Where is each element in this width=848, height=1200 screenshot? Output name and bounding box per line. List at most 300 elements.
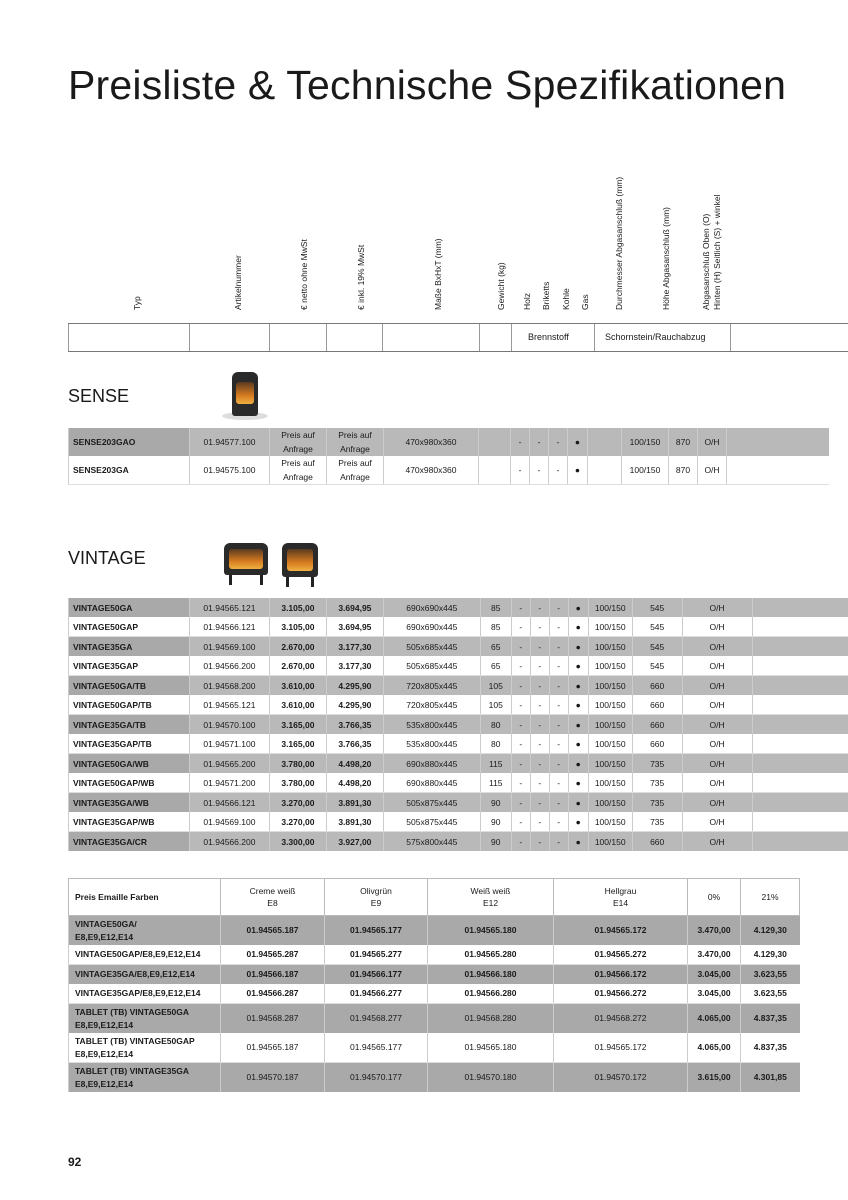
table-row bbox=[69, 676, 848, 696]
cell-abgas: O/H bbox=[682, 695, 752, 715]
cell-netto: 3.610,00 bbox=[269, 676, 326, 696]
table-row bbox=[69, 428, 829, 456]
cell-masse: 690x690x445 bbox=[383, 617, 480, 637]
cell-emaille-label: TABLET (TB) VINTAGE50GA E8,E9,E12,E14 bbox=[69, 1004, 221, 1034]
table-row bbox=[69, 1004, 800, 1034]
cell-price-21pct: 3.623,55 bbox=[741, 984, 800, 1004]
table-row bbox=[69, 637, 848, 657]
cell-hoehe: 660 bbox=[632, 715, 682, 735]
cell-inkl: 3.766,35 bbox=[326, 715, 383, 735]
cell-e12: 01.94566.280 bbox=[428, 984, 554, 1004]
cell-typ: VINTAGE35GAP/TB bbox=[69, 734, 190, 754]
cell-price-0pct: 4.065,00 bbox=[688, 1033, 741, 1063]
cell-price-0pct: 4.065,00 bbox=[688, 1004, 741, 1034]
col-header-abgas-line1: Abgasanschluß Oben (O) bbox=[701, 213, 711, 310]
cell-briketts: - bbox=[530, 734, 549, 754]
cell-holz: - bbox=[511, 676, 530, 696]
cell-empty bbox=[752, 754, 848, 774]
cell-briketts: - bbox=[530, 637, 549, 657]
cell-inkl: 3.694,95 bbox=[326, 617, 383, 637]
cell-e8: 01.94565.187 bbox=[221, 916, 325, 946]
cell-netto: 3.270,00 bbox=[269, 812, 326, 832]
cell-typ: VINTAGE50GAP bbox=[69, 617, 190, 637]
cell-empty bbox=[752, 715, 848, 735]
cell-kohle: - bbox=[549, 598, 568, 617]
cell-gas: ● bbox=[568, 832, 588, 852]
cell-gas: ● bbox=[568, 456, 588, 485]
cell-empty bbox=[588, 456, 622, 485]
cell-empty bbox=[752, 598, 848, 617]
cell-typ: VINTAGE50GA/TB bbox=[69, 676, 190, 696]
cell-price-0pct: 3.470,00 bbox=[688, 945, 741, 965]
cell-masse: 535x800x445 bbox=[383, 715, 480, 735]
cell-inkl: Preis auf Anfrage bbox=[327, 428, 384, 456]
cell-e9: 01.94570.177 bbox=[325, 1063, 428, 1093]
cell-e8: 01.94568.287 bbox=[221, 1004, 325, 1034]
cell-typ: VINTAGE50GA bbox=[69, 598, 190, 617]
cell-e8: 01.94570.187 bbox=[221, 1063, 325, 1093]
cell-gas: ● bbox=[568, 637, 588, 657]
cell-empty bbox=[752, 812, 848, 832]
page-title: Preisliste & Technische Spezifikationen bbox=[68, 62, 787, 108]
cell-typ: SENSE203GAO bbox=[69, 428, 190, 456]
cell-masse: 505x875x445 bbox=[383, 812, 480, 832]
cell-kohle: - bbox=[549, 832, 568, 852]
cell-e9: 01.94565.177 bbox=[325, 1033, 428, 1063]
cell-e14: 01.94566.172 bbox=[554, 965, 688, 985]
cell-masse: 575x800x445 bbox=[383, 832, 480, 852]
table-row bbox=[69, 1063, 800, 1093]
cell-gas: ● bbox=[568, 617, 588, 637]
cell-e9: 01.94568.277 bbox=[325, 1004, 428, 1034]
cell-e12: 01.94565.280 bbox=[428, 945, 554, 965]
cell-gas: ● bbox=[568, 773, 588, 793]
table-row bbox=[69, 754, 848, 774]
cell-kohle: - bbox=[549, 793, 568, 813]
cell-e9: 01.94565.277 bbox=[325, 945, 428, 965]
cell-price-0pct: 3.045,00 bbox=[688, 984, 741, 1004]
cell-abgas: O/H bbox=[682, 832, 752, 852]
cell-emaille-label: TABLET (TB) VINTAGE35GA E8,E9,E12,E14 bbox=[69, 1063, 221, 1093]
cell-e14: 01.94568.272 bbox=[554, 1004, 688, 1034]
col-header-typ: Typ bbox=[132, 296, 142, 310]
cell-hoehe: 870 bbox=[669, 456, 698, 485]
cell-holz: - bbox=[511, 832, 530, 852]
section-title-vintage: VINTAGE bbox=[68, 548, 146, 568]
cell-empty bbox=[727, 456, 829, 485]
cell-gewicht: 115 bbox=[480, 773, 511, 793]
cell-gewicht: 85 bbox=[480, 598, 511, 617]
emaille-table bbox=[68, 878, 800, 1092]
cell-briketts: - bbox=[530, 832, 549, 852]
cell-artikelnummer: 01.94571.200 bbox=[189, 773, 269, 793]
cell-empty bbox=[752, 695, 848, 715]
cell-gas: ● bbox=[568, 715, 588, 735]
table-row bbox=[69, 812, 848, 832]
cell-kohle: - bbox=[549, 715, 568, 735]
cell-inkl: 4.498,20 bbox=[326, 754, 383, 774]
cell-gewicht: 65 bbox=[480, 656, 511, 676]
emaille-header-e14: Hellgrau E14 bbox=[554, 879, 688, 916]
cell-gewicht bbox=[479, 428, 511, 456]
col-header-hoehe: Höhe Abgasanschluß (mm) bbox=[661, 207, 671, 310]
cell-price-0pct: 3.470,00 bbox=[688, 916, 741, 946]
cell-masse: 505x875x445 bbox=[383, 793, 480, 813]
emaille-header-0pct: 0% bbox=[688, 879, 741, 916]
cell-emaille-label: TABLET (TB) VINTAGE50GAP E8,E9,E12,E14 bbox=[69, 1033, 221, 1063]
table-row bbox=[69, 695, 848, 715]
table-row bbox=[69, 916, 800, 946]
col-header-kohle: Kohle bbox=[561, 288, 571, 310]
cell-briketts: - bbox=[530, 617, 549, 637]
cell-empty bbox=[752, 676, 848, 696]
cell-emaille-label: VINTAGE50GA/ E8,E9,E12,E14 bbox=[69, 916, 221, 946]
vintage-table bbox=[68, 598, 848, 851]
cell-e14: 01.94565.172 bbox=[554, 916, 688, 946]
cell-durchmesser: 100/150 bbox=[588, 695, 632, 715]
cell-hoehe: 735 bbox=[632, 773, 682, 793]
cell-masse: 505x685x445 bbox=[383, 637, 480, 657]
cell-netto: 3.165,00 bbox=[269, 734, 326, 754]
cell-inkl: 4.295,90 bbox=[326, 676, 383, 696]
emaille-header-21pct: 21% bbox=[741, 879, 800, 916]
cell-empty bbox=[588, 428, 622, 456]
cell-gas: ● bbox=[568, 695, 588, 715]
cell-netto: 3.270,00 bbox=[269, 793, 326, 813]
table-row bbox=[69, 617, 848, 637]
cell-briketts: - bbox=[530, 456, 549, 485]
cell-price-21pct: 4.129,30 bbox=[741, 945, 800, 965]
page-number: 92 bbox=[68, 1155, 82, 1169]
cell-inkl: 3.694,95 bbox=[326, 598, 383, 617]
cell-inkl: 3.177,30 bbox=[326, 656, 383, 676]
cell-empty bbox=[752, 832, 848, 852]
cell-artikelnummer: 01.94566.200 bbox=[189, 656, 269, 676]
cell-price-21pct: 4.837,35 bbox=[741, 1033, 800, 1063]
table-row bbox=[69, 773, 848, 793]
cell-artikelnummer: 01.94565.200 bbox=[189, 754, 269, 774]
cell-briketts: - bbox=[530, 773, 549, 793]
cell-durchmesser: 100/150 bbox=[588, 754, 632, 774]
cell-gas: ● bbox=[568, 812, 588, 832]
cell-gas: ● bbox=[568, 656, 588, 676]
cell-abgas: O/H bbox=[682, 598, 752, 617]
cell-gas: ● bbox=[568, 598, 588, 617]
cell-artikelnummer: 01.94566.121 bbox=[189, 793, 269, 813]
cell-holz: - bbox=[511, 734, 530, 754]
cell-inkl: 3.927,00 bbox=[326, 832, 383, 852]
group-label-schornstein: Schornstein/Rauchabzug bbox=[605, 332, 706, 342]
cell-masse: 470x980x360 bbox=[384, 456, 479, 485]
cell-abgas: O/H bbox=[698, 428, 727, 456]
cell-hoehe: 870 bbox=[669, 428, 698, 456]
col-header-holz: Holz bbox=[522, 292, 532, 310]
cell-price-21pct: 4.837,35 bbox=[741, 1004, 800, 1034]
table-row bbox=[69, 984, 800, 1004]
cell-kohle: - bbox=[549, 754, 568, 774]
cell-typ: VINTAGE35GA/TB bbox=[69, 715, 190, 735]
cell-hoehe: 735 bbox=[632, 793, 682, 813]
cell-kohle: - bbox=[549, 695, 568, 715]
cell-kohle: - bbox=[549, 734, 568, 754]
cell-artikelnummer: 01.94569.100 bbox=[189, 637, 269, 657]
cell-durchmesser: 100/150 bbox=[588, 812, 632, 832]
emaille-header-e12: Weiß weiß E12 bbox=[428, 879, 554, 916]
emaille-header-e8: Creme weiß E8 bbox=[221, 879, 325, 916]
cell-durchmesser: 100/150 bbox=[588, 617, 632, 637]
cell-inkl: Preis auf Anfrage bbox=[327, 456, 384, 485]
cell-holz: - bbox=[511, 754, 530, 774]
cell-hoehe: 735 bbox=[632, 754, 682, 774]
cell-briketts: - bbox=[530, 598, 549, 617]
cell-abgas: O/H bbox=[682, 617, 752, 637]
vintage-stove-image-2 bbox=[280, 541, 320, 587]
cell-holz: - bbox=[511, 793, 530, 813]
cell-inkl: 3.766,35 bbox=[326, 734, 383, 754]
cell-kohle: - bbox=[549, 428, 568, 456]
cell-emaille-label: VINTAGE50GAP/E8,E9,E12,E14 bbox=[69, 945, 221, 965]
cell-briketts: - bbox=[530, 428, 549, 456]
cell-inkl: 3.177,30 bbox=[326, 637, 383, 657]
cell-briketts: - bbox=[530, 754, 549, 774]
cell-price-0pct: 3.615,00 bbox=[688, 1063, 741, 1093]
cell-abgas: O/H bbox=[682, 734, 752, 754]
cell-hoehe: 545 bbox=[632, 617, 682, 637]
cell-kohle: - bbox=[549, 617, 568, 637]
cell-e8: 01.94565.187 bbox=[221, 1033, 325, 1063]
cell-hoehe: 660 bbox=[632, 695, 682, 715]
cell-holz: - bbox=[511, 598, 530, 617]
cell-holz: - bbox=[511, 695, 530, 715]
cell-e9: 01.94566.177 bbox=[325, 965, 428, 985]
cell-gas: ● bbox=[568, 793, 588, 813]
cell-gewicht: 105 bbox=[480, 695, 511, 715]
cell-e8: 01.94565.287 bbox=[221, 945, 325, 965]
cell-briketts: - bbox=[530, 676, 549, 696]
table-row bbox=[69, 656, 848, 676]
group-label-brennstoff: Brennstoff bbox=[528, 332, 569, 342]
cell-abgas: O/H bbox=[682, 637, 752, 657]
cell-gas: ● bbox=[568, 676, 588, 696]
cell-hoehe: 545 bbox=[632, 656, 682, 676]
cell-hoehe: 660 bbox=[632, 676, 682, 696]
cell-empty bbox=[752, 617, 848, 637]
cell-abgas: O/H bbox=[682, 773, 752, 793]
cell-kohle: - bbox=[549, 812, 568, 832]
cell-empty bbox=[752, 637, 848, 657]
cell-holz: - bbox=[511, 456, 530, 485]
cell-price-21pct: 3.623,55 bbox=[741, 965, 800, 985]
cell-durchmesser: 100/150 bbox=[588, 734, 632, 754]
cell-inkl: 4.498,20 bbox=[326, 773, 383, 793]
cell-netto: Preis auf Anfrage bbox=[270, 456, 327, 485]
col-header-briketts: Briketts bbox=[541, 281, 551, 310]
cell-e12: 01.94565.180 bbox=[428, 916, 554, 946]
cell-netto: 3.105,00 bbox=[269, 598, 326, 617]
cell-netto: 3.165,00 bbox=[269, 715, 326, 735]
col-header-masse: Maße BxHxT (mm) bbox=[433, 238, 443, 310]
cell-price-21pct: 4.301,85 bbox=[741, 1063, 800, 1093]
col-header-abgas-line2: Hinten (H) Seitlich (S) + winkel bbox=[712, 194, 722, 310]
cell-e12: 01.94570.180 bbox=[428, 1063, 554, 1093]
cell-empty bbox=[727, 428, 829, 456]
cell-typ: VINTAGE35GA/WB bbox=[69, 793, 190, 813]
cell-holz: - bbox=[511, 428, 530, 456]
cell-gewicht: 80 bbox=[480, 715, 511, 735]
cell-netto: 2.670,00 bbox=[269, 637, 326, 657]
cell-artikelnummer: 01.94569.100 bbox=[189, 812, 269, 832]
vintage-stove-image-1 bbox=[222, 541, 272, 587]
cell-abgas: O/H bbox=[682, 754, 752, 774]
cell-e14: 01.94565.272 bbox=[554, 945, 688, 965]
col-header-inkl: € inkl. 19% MwSt bbox=[356, 244, 366, 310]
cell-artikelnummer: 01.94568.200 bbox=[189, 676, 269, 696]
cell-artikelnummer: 01.94566.121 bbox=[189, 617, 269, 637]
cell-e12: 01.94566.180 bbox=[428, 965, 554, 985]
cell-netto: 2.670,00 bbox=[269, 656, 326, 676]
cell-gas: ● bbox=[568, 734, 588, 754]
cell-e9: 01.94566.277 bbox=[325, 984, 428, 1004]
cell-typ: VINTAGE50GAP/WB bbox=[69, 773, 190, 793]
cell-holz: - bbox=[511, 656, 530, 676]
cell-durchmesser: 100/150 bbox=[622, 428, 669, 456]
col-header-netto: € netto ohne MwSt bbox=[299, 239, 309, 310]
cell-durchmesser: 100/150 bbox=[588, 656, 632, 676]
cell-briketts: - bbox=[530, 656, 549, 676]
cell-empty bbox=[752, 773, 848, 793]
sense-stove-image bbox=[222, 372, 268, 420]
header-group-row bbox=[68, 323, 848, 352]
cell-hoehe: 735 bbox=[632, 812, 682, 832]
cell-empty bbox=[752, 793, 848, 813]
table-row bbox=[69, 945, 800, 965]
cell-hoehe: 545 bbox=[632, 637, 682, 657]
cell-gewicht: 90 bbox=[480, 793, 511, 813]
cell-e9: 01.94565.177 bbox=[325, 916, 428, 946]
cell-inkl: 3.891,30 bbox=[326, 812, 383, 832]
cell-gas: ● bbox=[568, 754, 588, 774]
cell-e14: 01.94570.172 bbox=[554, 1063, 688, 1093]
cell-masse: 470x980x360 bbox=[384, 428, 479, 456]
section-title-sense: SENSE bbox=[68, 386, 130, 406]
cell-e8: 01.94566.287 bbox=[221, 984, 325, 1004]
cell-gewicht: 80 bbox=[480, 734, 511, 754]
cell-typ: VINTAGE50GAP/TB bbox=[69, 695, 190, 715]
cell-netto: Preis auf Anfrage bbox=[270, 428, 327, 456]
emaille-header-e9: Olivgrün E9 bbox=[325, 879, 428, 916]
cell-masse: 720x805x445 bbox=[383, 676, 480, 696]
cell-masse: 690x690x445 bbox=[383, 598, 480, 617]
cell-typ: VINTAGE35GAP/WB bbox=[69, 812, 190, 832]
table-row bbox=[69, 715, 848, 735]
cell-briketts: - bbox=[530, 715, 549, 735]
cell-e12: 01.94565.180 bbox=[428, 1033, 554, 1063]
cell-briketts: - bbox=[530, 695, 549, 715]
cell-masse: 720x805x445 bbox=[383, 695, 480, 715]
cell-abgas: O/H bbox=[682, 676, 752, 696]
cell-briketts: - bbox=[530, 812, 549, 832]
cell-holz: - bbox=[511, 773, 530, 793]
cell-typ: VINTAGE35GA/CR bbox=[69, 832, 190, 852]
cell-holz: - bbox=[511, 617, 530, 637]
cell-kohle: - bbox=[549, 773, 568, 793]
cell-hoehe: 660 bbox=[632, 832, 682, 852]
cell-emaille-label: VINTAGE35GA/E8,E9,E12,E14 bbox=[69, 965, 221, 985]
cell-empty bbox=[752, 656, 848, 676]
cell-durchmesser: 100/150 bbox=[622, 456, 669, 485]
cell-gewicht: 115 bbox=[480, 754, 511, 774]
cell-netto: 3.105,00 bbox=[269, 617, 326, 637]
cell-gewicht bbox=[479, 456, 511, 485]
cell-netto: 3.780,00 bbox=[269, 754, 326, 774]
cell-durchmesser: 100/150 bbox=[588, 773, 632, 793]
cell-netto: 3.610,00 bbox=[269, 695, 326, 715]
cell-e14: 01.94566.272 bbox=[554, 984, 688, 1004]
col-header-durchmesser: Durchmesser Abgasanschluß (mm) bbox=[614, 176, 624, 310]
cell-typ: VINTAGE35GAP bbox=[69, 656, 190, 676]
cell-gewicht: 105 bbox=[480, 676, 511, 696]
table-row bbox=[69, 1033, 800, 1063]
cell-durchmesser: 100/150 bbox=[588, 715, 632, 735]
cell-artikelnummer: 01.94570.100 bbox=[189, 715, 269, 735]
cell-emaille-label: VINTAGE35GAP/E8,E9,E12,E14 bbox=[69, 984, 221, 1004]
cell-artikelnummer: 01.94566.200 bbox=[189, 832, 269, 852]
cell-e14: 01.94565.172 bbox=[554, 1033, 688, 1063]
cell-gewicht: 65 bbox=[480, 637, 511, 657]
cell-durchmesser: 100/150 bbox=[588, 637, 632, 657]
cell-artikelnummer: 01.94577.100 bbox=[190, 428, 270, 456]
cell-price-21pct: 4.129,30 bbox=[741, 916, 800, 946]
cell-inkl: 3.891,30 bbox=[326, 793, 383, 813]
cell-briketts: - bbox=[530, 793, 549, 813]
cell-abgas: O/H bbox=[682, 656, 752, 676]
cell-typ: VINTAGE35GA bbox=[69, 637, 190, 657]
cell-hoehe: 660 bbox=[632, 734, 682, 754]
cell-artikelnummer: 01.94565.121 bbox=[189, 695, 269, 715]
cell-typ: VINTAGE50GA/WB bbox=[69, 754, 190, 774]
table-row bbox=[69, 832, 848, 852]
cell-durchmesser: 100/150 bbox=[588, 832, 632, 852]
cell-gewicht: 90 bbox=[480, 812, 511, 832]
col-header-gas: Gas bbox=[580, 294, 590, 310]
cell-holz: - bbox=[511, 715, 530, 735]
cell-kohle: - bbox=[549, 656, 568, 676]
cell-e12: 01.94568.280 bbox=[428, 1004, 554, 1034]
cell-kohle: - bbox=[549, 637, 568, 657]
cell-abgas: O/H bbox=[682, 715, 752, 735]
col-header-artikelnummer: Artikelnummer bbox=[233, 255, 243, 310]
cell-e8: 01.94566.187 bbox=[221, 965, 325, 985]
cell-gewicht: 90 bbox=[480, 832, 511, 852]
cell-hoehe: 545 bbox=[632, 598, 682, 617]
cell-gewicht: 85 bbox=[480, 617, 511, 637]
cell-durchmesser: 100/150 bbox=[588, 793, 632, 813]
cell-masse: 535x800x445 bbox=[383, 734, 480, 754]
emaille-header-label: Preis Emaille Farben bbox=[69, 879, 221, 916]
cell-inkl: 4.295,90 bbox=[326, 695, 383, 715]
cell-holz: - bbox=[511, 812, 530, 832]
cell-abgas: O/H bbox=[698, 456, 727, 485]
table-row bbox=[69, 965, 800, 985]
cell-artikelnummer: 01.94565.121 bbox=[189, 598, 269, 617]
cell-artikelnummer: 01.94575.100 bbox=[190, 456, 270, 485]
table-row bbox=[69, 456, 829, 485]
col-header-gewicht: Gewicht (kg) bbox=[496, 262, 506, 310]
cell-abgas: O/H bbox=[682, 793, 752, 813]
cell-masse: 690x880x445 bbox=[383, 754, 480, 774]
cell-kohle: - bbox=[549, 676, 568, 696]
cell-gas: ● bbox=[568, 428, 588, 456]
